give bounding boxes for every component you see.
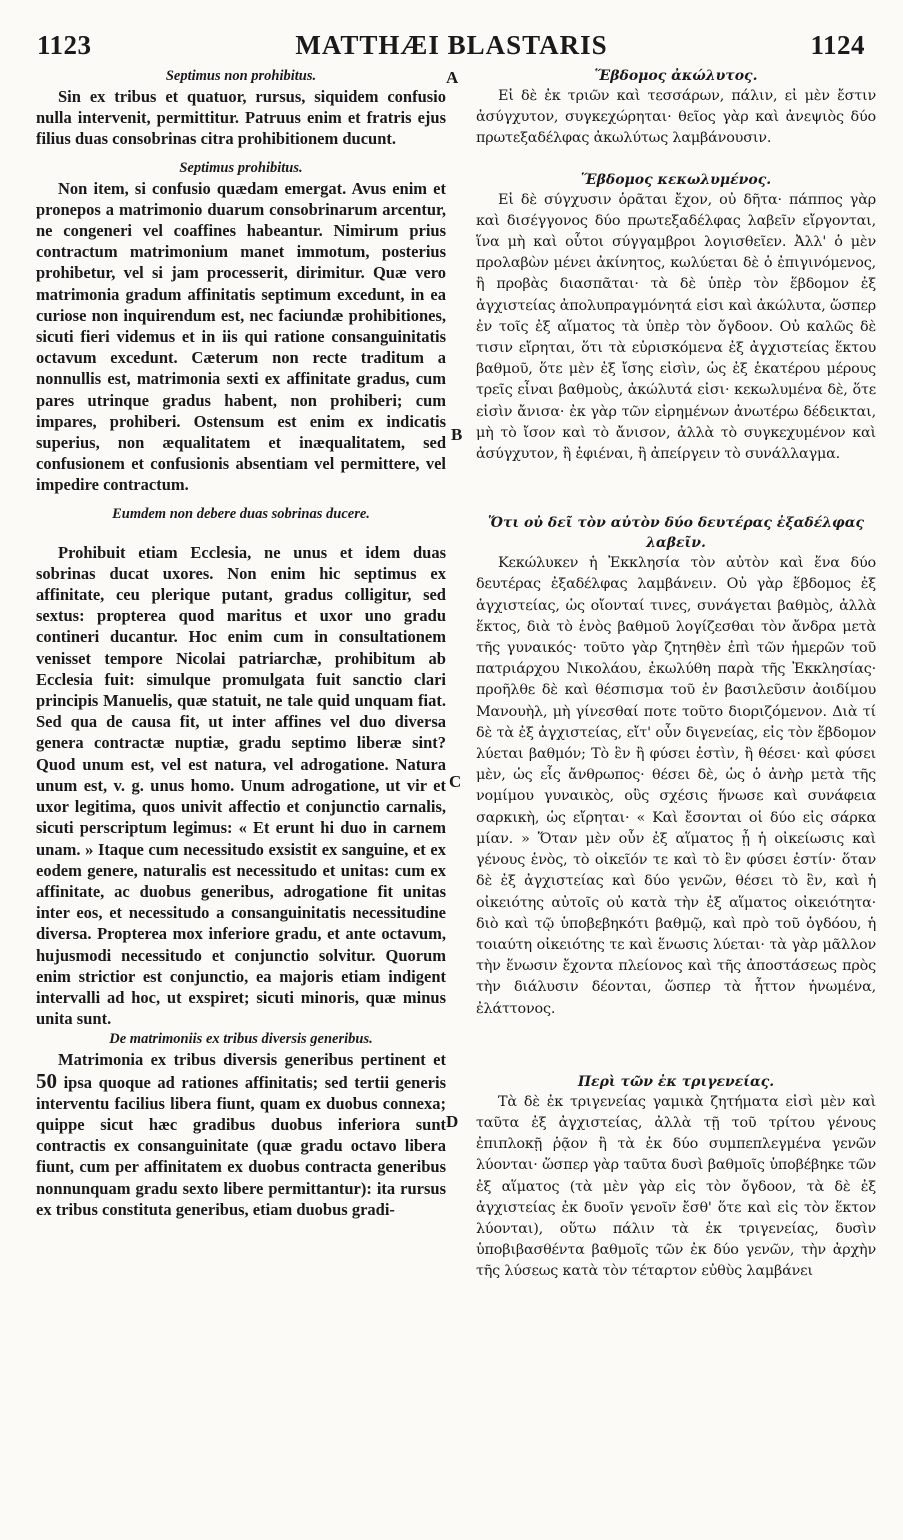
latin-column [36,66,446,1220]
greek-section-2 [476,170,876,466]
section-heading: De matrimoniis ex tribus diversis generibus. [109,1031,373,1048]
section-heading: Ἕβδομος κεκωλυμένος. [580,171,772,188]
paragraph: Non item, si confusio quædam emergat. Avus enim et pronepos a matrimonio duarum consobrinarum arcentur, ne congeneri vel coaffines habeantur. Nimirum prius contractum matrimonium manet immotum, posterius prohibetur, vel si jam processerit, dirimitur. Quæ vero matrimonia gradum affinitatis septimum excedunt, in ea curiose non inquirendum est, nec faciundæ prohibitiones, sicuti fieri videmus et in iis qui ratione consanguinitatis octavum excedunt. Cæterum non recte traditum a nonnullis est, matrimonia sexti ex affinitate gradus, cum pares utrinque gradus habent, non prohiberi; cum impares, prohiberi. Ostensum est enim ex indicatis superius, non æqualitatem et inæqualitatem, sed confusionem et confusionis absentiam vel permittere, vel impedire contractum. [36,178,446,495]
section-heading: Ἕβδομος ἀκώλυτος. [594,68,758,84]
greek-section-1 [476,66,876,150]
section-heading: Περὶ τῶν ἐκ τριγενείας. [577,1073,775,1090]
page-number-left: 1123 [37,30,92,60]
section-heading: Septimus non prohibitus. [165,68,317,84]
paragraph-text: Matrimonia ex tribus diversis generibus pertinent et [58,1050,446,1070]
latin-section-1 [36,66,446,150]
greek-section-3 [476,513,876,1019]
paragraph: Prohibuit etiam Ecclesia, ne unus et idem duas sobrinas ducat uxores. Non enim hic septimus ex affinitate, ceu plerique putant, gradus colligitur, sed sextus: propterea quod maritus et uxor uno gradu contineri ducantur. Hoc enim cum in consultationem venisset tempore Nicolai patriarchæ, prohibitum ab Ecclesia fuit: simulque promulgata fuit sanctio clari principis Manuelis, quæ statuit, ne tale quid unquam fiat. Sed qua de causa fit, ut inter affines vel duo diversa genera contractæ nuptiæ, gradu septimo liberæ sint? Quod unum est, vel est natura, vel adrogatione. Natura unum est, v. g. unus homo. Unum adrogatione, ut vir et uxor legitima, quos univit affectio et conjunctio carnalis, sicuti perscriptum legimus: « Et erunt hi duo in carnem unam. » Itaque cum necessitudo exsistit ex sanguine, et ex eodem genere, naturalis est necessitudo et unitas: cum ex affinitate, ac duobus generibus, adrogatione fit unitas inter eos, et necessitudo a consanguinitatis necessitudine diversa. Propterea mox inferiore gradu, et ante octavum, hujusmodi necessitudo et conjunctio solvitur. Quorum enim strictior est conjunctio, ea majoris etiam indigent intervalli ad hoc, ut exspiret; sicuti minoris, quæ minus unita sunt. [36,542,446,1029]
inline-column-number: 50 [36,1068,57,1093]
paragraph: Εἰ δὲ σύγχυσιν ὁρᾶται ἔχον, οὐ δῆτα· πάππος γὰρ καὶ δισέγγονος δύο πρωτεξαδέλφας λαβεῖν εἴργονται, ἵνα μὴ καὶ οὗτοι σύγγαμβροι λογισθεῖεν. Ἀλλ' ὁ μὲν προλαβὼν μένει ἀκίνητος, κωλύεται δὲ ὁ ἐπιγινόμενος, ἢ προβὰς διασπᾶται· τὰ δὲ ὑπὲρ τὸν ἕβδομον ἐξ ἀγχιστείας ἀπολυπραγμόνητά εἰσι καὶ ἀκώλυτα, ὥσπερ ἐν τοῖς ἐξ αἵματος τὰ ὑπὲρ τὸν ὄγδοον. Οὐ καλῶς δὲ τισιν εἴρηται, ὅτι τὰ εὑρισκόμενα ἐξ ἀγχιστείας ἕκτου βαθμοῦ, ὅτε μὲν ἐξ ἴσης εἰσὶν, ὡς ἐξ ἑκατέρου μέρους τρεῖς εἶναι βαθμοὺς, ἀκώλυτά εἰσι· κεκωλυμένα δὲ, ὅτε εἰσὶν ἄνισα· ἐκ γὰρ τῶν εἰρημένων ἀνωτέρω δέδεικται, μὴ τὸ ἴσον καὶ τὸ ἄνισον, ἀλλὰ τὸ συγκεχυμένον καὶ ἀσύγχυτον, ἢ ἐφιέναι, ἢ ἀπείργειν τὸ συνάλλαγμα. [476,191,876,463]
paragraph [36,1049,446,1220]
running-title: MATTHÆI BLASTARIS [295,30,608,60]
latin-section-3 [36,504,446,1030]
section-heading: Ὅτι οὐ δεῖ τὸν αὐτὸν δύο δευτέρας ἐξαδέλφας λαβεῖν. [487,515,865,552]
paragraph: Κεκώλυκεν ἡ Ἐκκλησία τὸν αὐτὸν καὶ ἕνα δύο δευτέρας ἐξαδέλφας λαμβάνειν. Οὐ γὰρ ἕβδομος ἐξ ἀγχιστείας, ὡς οἴονταί τινες, συνάγεται βαθμὸς, ἀλλὰ ἕκτος, διὰ τὸ ἑνὸς βαθμοῦ λογίζεσθαι τὸν ἄνδρα μετὰ τῆς γυναικός· τοῦτο γὰρ ζητηθὲν ἐπὶ τῶν ἡμερῶν τοῦ πατριάρχου Νικολάου, ἐκωλύθη παρὰ τῆς Ἐκκλησίας· προῆλθε δὲ καὶ θέσπισμα τοῦ ἐν βασιλεῦσιν ἀοιδίμου Μανουὴλ, μὴ γίνεσθαί ποτε τοῦτο διοριζόμενον. Διὰ τί δὲ τὰ ἐξ ἀγχιστείας, εἴτ' οὖν διγενείας, εἰς τὸν ἕβδομον λύεται βαθμόν; Τὸ ἓν ἢ φύσει ἐστὶν, ἢ θέσει· καὶ φύσει μὲν, ὡς εἷς ἄνθρωπος· θέσει δὲ, ὡς ὁ ἀνὴρ μετὰ τῆς νομίμου γυναικὸς, οὓς σχέσις ἥνωσε καὶ συνάφεια σαρκικὴ, ὡς εἴρηται· « Καὶ ἔσονται οἱ δύο εἰς σάρκα μίαν. » Ὅταν μὲν οὖν ἐξ αἵματος ᾖ ἡ οἰκείωσις καὶ γένους ἑνὸς, τὸ οἰκεῖόν τε καὶ τὸ ἓν φύσει ἐστίν· ὅταν δὲ ἐξ ἀγχιστείας καὶ δύο γενῶν, θέσει τὸ ἓν, καὶ ἡ οἰκειότης αὐτοῖς οὐ κατὰ τὴν ἐξ αἵματος οἰκειότητα· διὸ καὶ τῷ ὑποβεβηκότι βαθμῷ, καὶ πρὸ τοῦ ὀγδόου, ἡ τοιαύτη οἰκειότης τε καὶ ἕνωσις λύεται· τὰ γὰρ μᾶλλον τὴν ἕνωσιν ἔχοντα πλείονος καὶ τῆς ἀποστάσεως πρὸς τὴν διάλυσιν δέονται, ὥσπερ τὰ ἧττον ἡνωμένα, ἐλάττονος. [476,555,876,1017]
margin-marker-d: D [446,1112,459,1131]
paragraph: Sin ex tribus et quatuor, rursus, siquidem confusio nulla intervenit, permittitur. Patruus enim et fratris ejus filius duas consobrinas citra prohibitionem ducunt. [36,87,446,149]
margin-marker-b: B [451,425,463,444]
greek-column [476,66,876,1283]
latin-section-4 [36,1029,446,1220]
latin-section-2 [36,158,446,496]
greek-section-4 [476,1072,876,1283]
margin-marker-a: A [446,68,459,87]
section-heading: Eumdem non debere duas sobrinas ducere. [112,505,370,522]
paragraph-text: ipsa quoque ad rationes affinitatis; sed tertii generis interventu facilius libera fiunt, quam ex duobus connexa; quippe sicut hæc gradibus duobus inferiora sunt contractis ex consanguinitate (quæ gradu octavo libera fiunt, cum per affinitatem ex duobus contracta generibus nonnunquam gradu sexto libere permittantur): ita rursus ex tribus constituta generibus, etiam duobus gradi- [36,1072,446,1219]
page-number-right: 1124 [810,30,865,60]
paragraph: Εἰ δὲ ἐκ τριῶν καὶ τεσσάρων, πάλιν, εἰ μὲν ἔστιν ἀσύγχυτον, συγκεχώρηται· θεῖος γὰρ καὶ ἀνεψιὸς δύο πρωτεξαδέλφας ἀκωλύτως λαμβάνουσιν. [476,88,876,147]
section-heading: Septimus prohibitus. [179,159,303,176]
margin-marker-c: C [449,772,462,791]
paragraph: Τὰ δὲ ἐκ τριγενείας γαμικὰ ζητήματα εἰσὶ μὲν καὶ ταῦτα ἐξ ἀγχιστείας, ἀλλὰ τῇ τοῦ τρίτου γένους ἐπιπλοκῇ ῥᾷον ἢ τὰ ἐκ δύο συμπεπλεγμένα γενῶν λύονται· ὥσπερ γὰρ ταῦτα δυσὶ βαθμοῖς ὑποβέβηκε τῶν ἐξ αἵματος (τὰ μὲν γὰρ εἰς τὸν ὄγδοον, τὰ δὲ ἐξ ἀγχιστείας ἐκ δυοῖν γενοῖν ἔσθ' ὅτε καὶ εἰς τὸν ἕκτον λύονται), οὕτω πάλιν τὰ ἐκ τριγενείας, δυσὶν ὑποβιβασθέντα βαθμοῖς τῶν ἐκ δύο γενῶν, τὴν ἀρχὴν τῆς λύσεως κατὰ τὸν τέταρτον εὐθὺς λαμβάνει [476,1093,876,1280]
